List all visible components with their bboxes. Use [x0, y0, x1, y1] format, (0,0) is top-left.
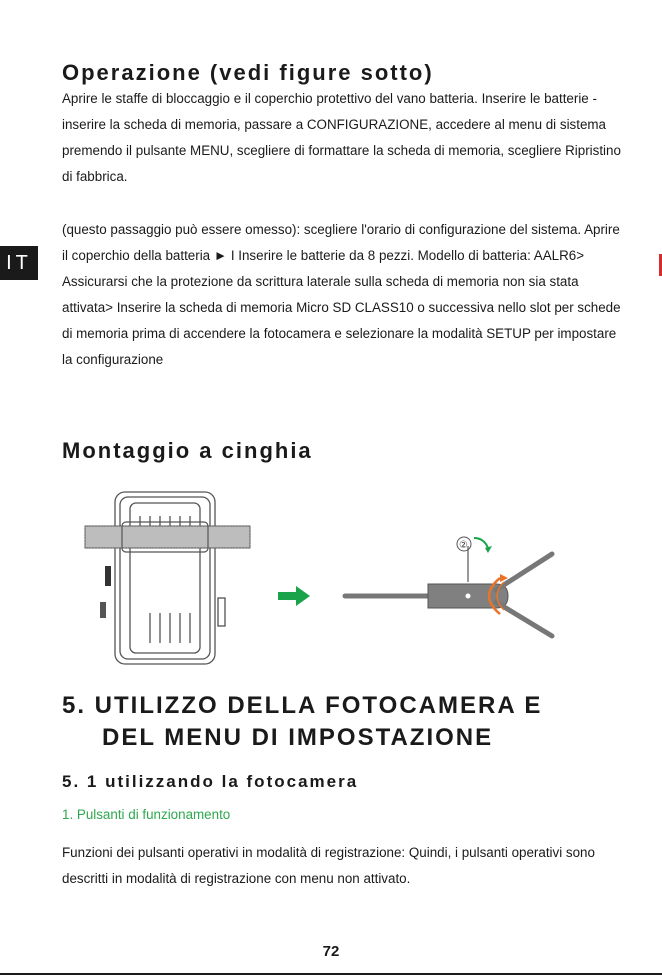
section-title-operazione: Operazione (vedi figure sotto)	[62, 60, 434, 85]
section-title-montaggio: Montaggio a cinghia	[62, 438, 313, 463]
paragraph-operazione-1: Aprire le staffe di bloccaggio e il coperchio protettivo del vano batteria. Inserire le batterie - inserire la scheda di memoria, passare a CONFIGURAZIONE, accedere al menu di sistema premendo il pulsante MENU, scegliere di formattare la scheda di memoria, scegliere Ripristino di fabbrica.	[62, 91, 621, 184]
language-tab: IT	[0, 246, 38, 280]
figure-step-label: ②	[459, 540, 468, 551]
buckle-side-view-drawing	[345, 537, 552, 636]
strap-mounting-illustration	[60, 478, 620, 678]
camera-body-drawing	[115, 492, 215, 664]
chapter-title-line2: DEL MENU DI IMPOSTAZIONE	[102, 724, 494, 751]
strap-drawing	[85, 522, 250, 552]
paragraph-pulsanti: Funzioni dei pulsanti operativi in modalità di registrazione: Quindi, i pulsanti operativi sono descritti in modalità di registrazione con menu non attivato.	[62, 845, 595, 886]
chapter-title	[62, 690, 542, 754]
left-latch-drawing	[105, 566, 111, 586]
right-latch-drawing	[218, 598, 225, 626]
strap-mounting-figure	[60, 478, 620, 678]
bottom-rule	[0, 973, 662, 975]
green-arrow-icon	[278, 586, 310, 606]
green-list-item: 1. Pulsanti di funzionamento	[62, 807, 231, 822]
left-port-drawing	[100, 602, 106, 618]
subsection-title: 5. 1 utilizzando la fotocamera	[62, 772, 359, 791]
chapter-title-line1: 5. UTILIZZO DELLA FOTOCAMERA E	[62, 692, 543, 719]
page-number: 72	[322, 943, 340, 960]
paragraph-operazione-2: (questo passaggio può essere omesso): scegliere l'orario di configurazione del sistema. Aprire il coperchio della batteria ► I Inserire le batterie da 8 pezzi. Modello di batteria: AALR6> Assicurarsi che la protezione da scrittura laterale sulla scheda di memoria non sia stata attivata> Inserire la scheda di memoria Micro SD CLASS10 o successiva nello slot per schede di memoria prima di accendere la fotocamera e selezionare la modalità SETUP per impostare la configurazione	[62, 222, 621, 367]
